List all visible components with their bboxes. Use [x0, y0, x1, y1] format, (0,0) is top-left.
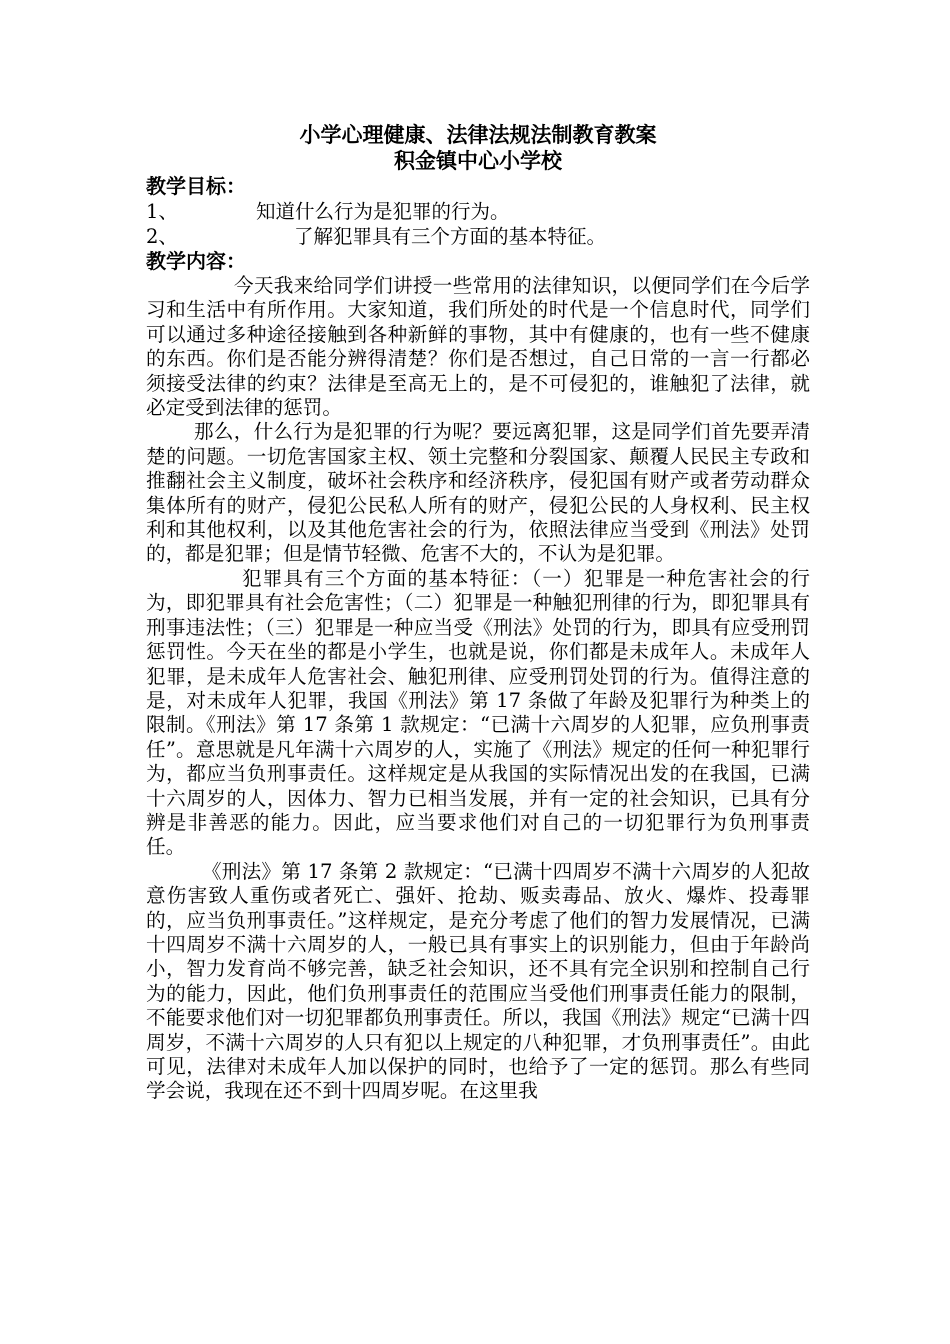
body-paragraph: 那么，什么行为是犯罪的行为呢？要远离犯罪，这是同学们首先要弄清楚的问题。一切危害国家主权、领土完整和分裂国家、颠覆人民民主专政和推翻社会主义制度，破坏社会秩序和经济秩序，侵犯国有财产或者劳动群众集体所有的财产，侵犯公民私人所有的财产，侵犯公民的人身权利、民主权利和其他权利，以及其他危害社会的行为，依照法律应当受到《刑法》处罚的，都是犯罪；但是情节轻微、危害不大的，不认为是犯罪。 [146, 420, 810, 566]
body-paragraph: 《刑法》第 17 条第 2 款规定：“已满十四周岁不满十六周岁的人犯故意伤害致人重伤或者死亡、强奸、抢劫、贩卖毒品、放火、爆炸、投毒罪的，应当负刑事责任。”这样规定，是充分考虑了他们的智力发展情况，已满十四周岁不满十六周岁的人，一般已具有事实上的识别能力，但由于年龄尚小，智力发育尚不够完善，缺乏社会知识，还不具有完全识别和控制自己行为的能力，因此，他们负刑事责任的范围应当受他们刑事责任能力的限制，不能要求他们对一切犯罪都负刑事责任。所以，我国《刑法》规定“已满十四周岁，不满十六周岁的人只有犯以上规定的八种犯罪，才负刑事责任”。由此可见，法律对未成年人加以保护的同时，也给予了一定的惩罚。那么有些同学会说，我现在还不到十四周岁呢。在这里我 [146, 859, 810, 1103]
goal-item [146, 199, 810, 224]
goal-text: 了解犯罪具有三个方面的基本特征。 [294, 225, 607, 248]
goal-item [146, 224, 810, 249]
goal-text: 知道什么行为是犯罪的行为。 [256, 200, 510, 223]
content-heading: 教学内容： [146, 249, 246, 273]
goal-number: 1、 [146, 200, 178, 223]
document-page [146, 122, 810, 1104]
body-paragraph: 犯罪具有三个方面的基本特征：（一）犯罪是一种危害社会的行为，即犯罪具有社会危害性；（二）犯罪是一种触犯刑律的行为，即犯罪具有刑事违法性；（三）犯罪是一种应当受《刑法》处罚的行为，即具有应受刑罚惩罚性。今天在坐的都是小学生，也就是说，你们都是未成年人。未成年人犯罪，是未成年人危害社会、触犯刑律、应受刑罚处罚的行为。值得注意的是，对未成年人犯罪，我国《刑法》第 17 条做了年龄及犯罪行为种类上的限制。《刑法》第 17 条第 1 款规定：“已满十六周岁的人犯罪，应负刑事责任”。意思就是凡年满十六周岁的人，实施了《刑法》规定的任何一种犯罪行为，都应当负刑事责任。这样规定是从我国的实际情况出发的在我国，已满十六周岁的人，因体力、智力已相当发展，并有一定的社会知识，已具有分辨是非善恶的能力。因此，应当要求他们对自己的一切犯罪行为负刑事责任。 [146, 566, 810, 859]
body-paragraph: 今天我来给同学们讲授一些常用的法律知识，以便同学们在今后学习和生活中有所作用。大家知道，我们所处的时代是一个信息时代，同学们可以通过多种途径接触到各种新鲜的事物，其中有健康的，也有一些不健康的东西。你们是否能分辨得清楚？你们是否想过，自己日常的一言一行都必须接受法律的约束？法律是至高无上的，是不可侵犯的，谁触犯了法律，就必定受到法律的惩罚。 [146, 274, 810, 420]
school-name: 积金镇中心小学校 [394, 149, 562, 173]
goal-number: 2、 [146, 225, 178, 248]
document-title: 小学心理健康、法律法规法制教育教案 [299, 123, 657, 147]
goals-heading: 教学目标： [146, 174, 246, 198]
